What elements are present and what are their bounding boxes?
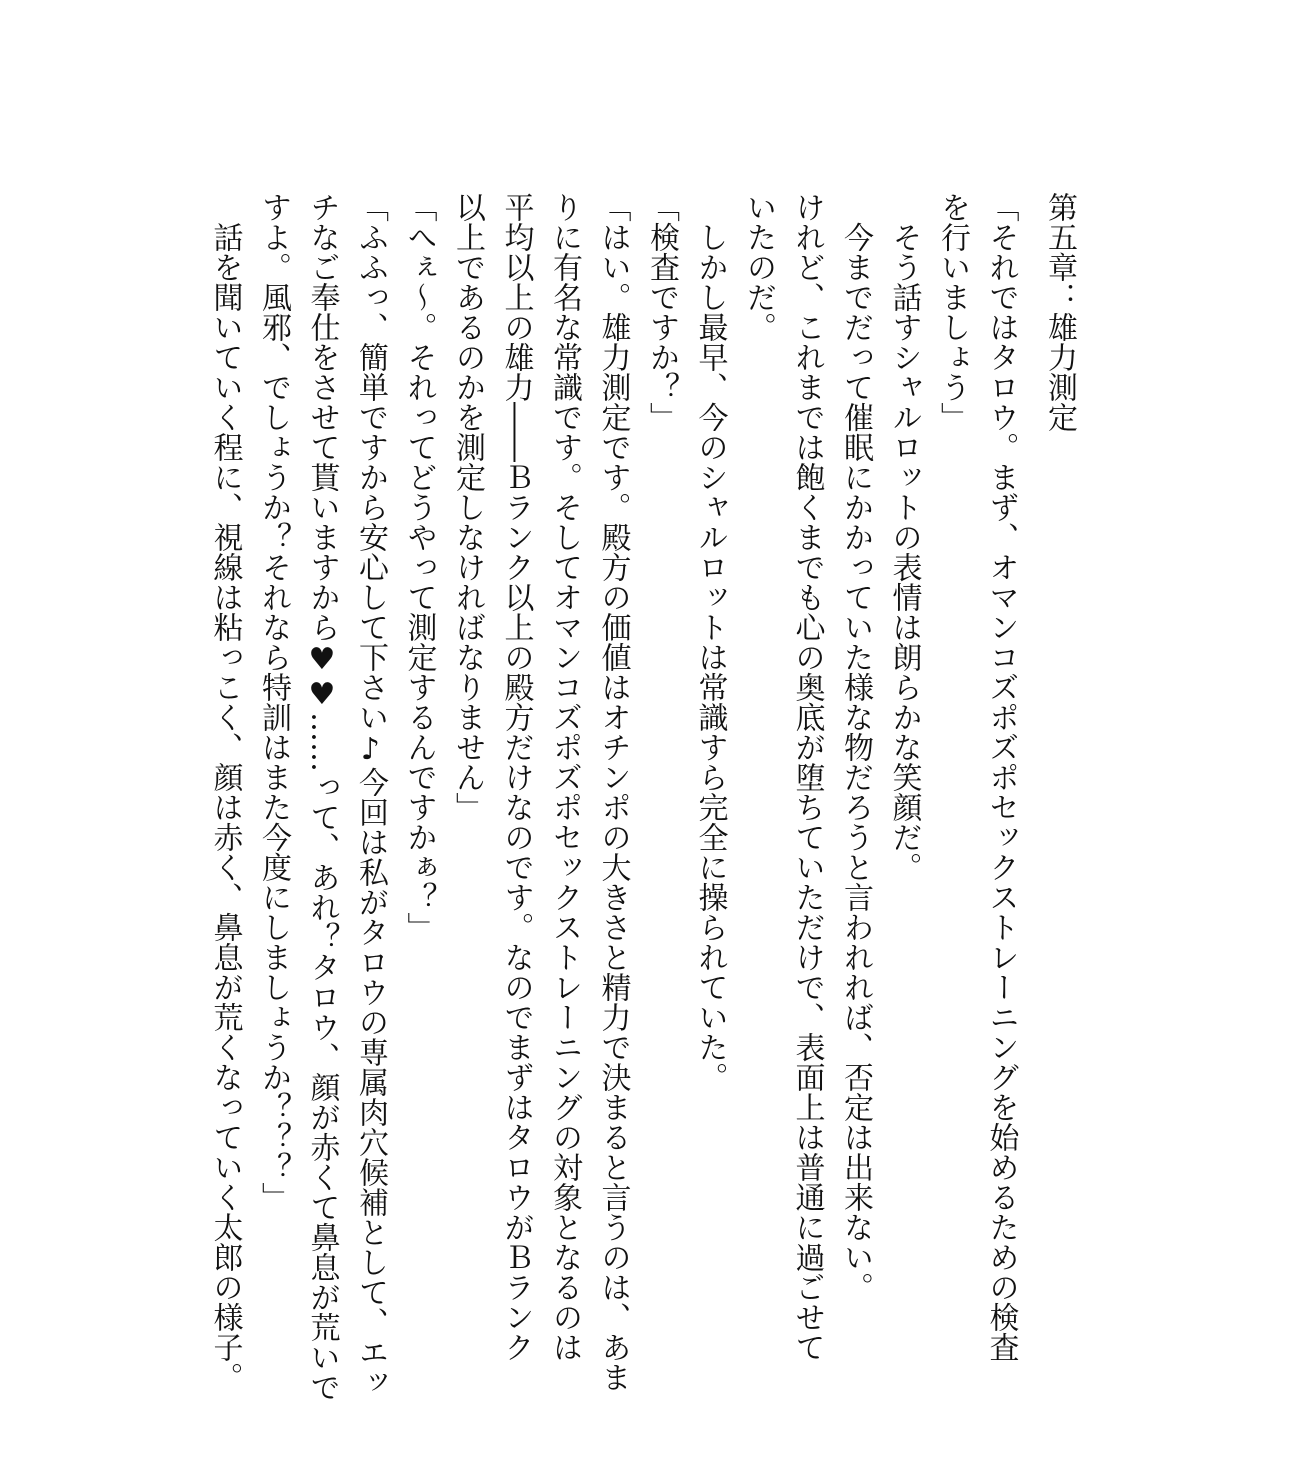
text-line: を行いましょう」	[935, 192, 970, 432]
text-line: 話を聞いていく程に、視線は粘っこく、顔は赤く、鼻息が荒くなっていく太郎の様子。	[207, 192, 243, 1392]
text-line: 平均以上の雄力――Ｂランク以上の殿方だけなのです。なのでまずはタロウがＢランク	[498, 192, 534, 1362]
vertical-text-body	[200, 192, 1083, 1402]
text-line: 「それではタロウ。まず、オマンコズポズポセックストレーニングを始めるための検査	[983, 192, 1019, 1362]
text-line: 「へぇ～。それってどうやって測定するんですかぁ？」	[401, 192, 437, 942]
text-line: りに有名な常識です。そしてオマンコズポズポセックストレーニングの対象となるのは	[547, 192, 582, 1362]
text-line: しかし最早、今のシャルロットは常識すら完全に操られていた。	[692, 192, 728, 1092]
text-line: チなご奉仕をさせて貰いますから♥♥……って、あれ？タロウ、顔が赤くて鼻息が荒いで	[304, 192, 340, 1402]
text-line: けれど、これまでは飽くまでも心の奥底が堕ちていただけで、表面上は普通に過ごせて	[789, 192, 825, 1362]
text-line: 「検査ですか？」	[644, 192, 679, 432]
text-line: 以上であるのかを測定しなければなりません」	[450, 192, 485, 822]
text-line: そう話すシャルロットの表情は朗らかな笑顔だ。	[886, 192, 922, 882]
text-line: すよ。風邪、でしょうか？それなら特訓はまた今度にしましょうか？？？」	[256, 192, 291, 1212]
text-line: 「ふふっ、簡単ですから安心して下さい♪今回は私がタロウの専属肉穴候補として、エッ	[353, 192, 388, 1397]
chapter-title: 第五章：雄力測定	[1042, 192, 1077, 432]
text-line: 今までだって催眠にかかっていた様な物だろうと言われれば、否定は出来ない。	[838, 192, 873, 1302]
text-line: 「はい。雄力測定です。殿方の価値はオチンポの大きさと精力で決まると言うのは、あま	[595, 192, 631, 1392]
text-line: いたのだ。	[741, 192, 776, 342]
